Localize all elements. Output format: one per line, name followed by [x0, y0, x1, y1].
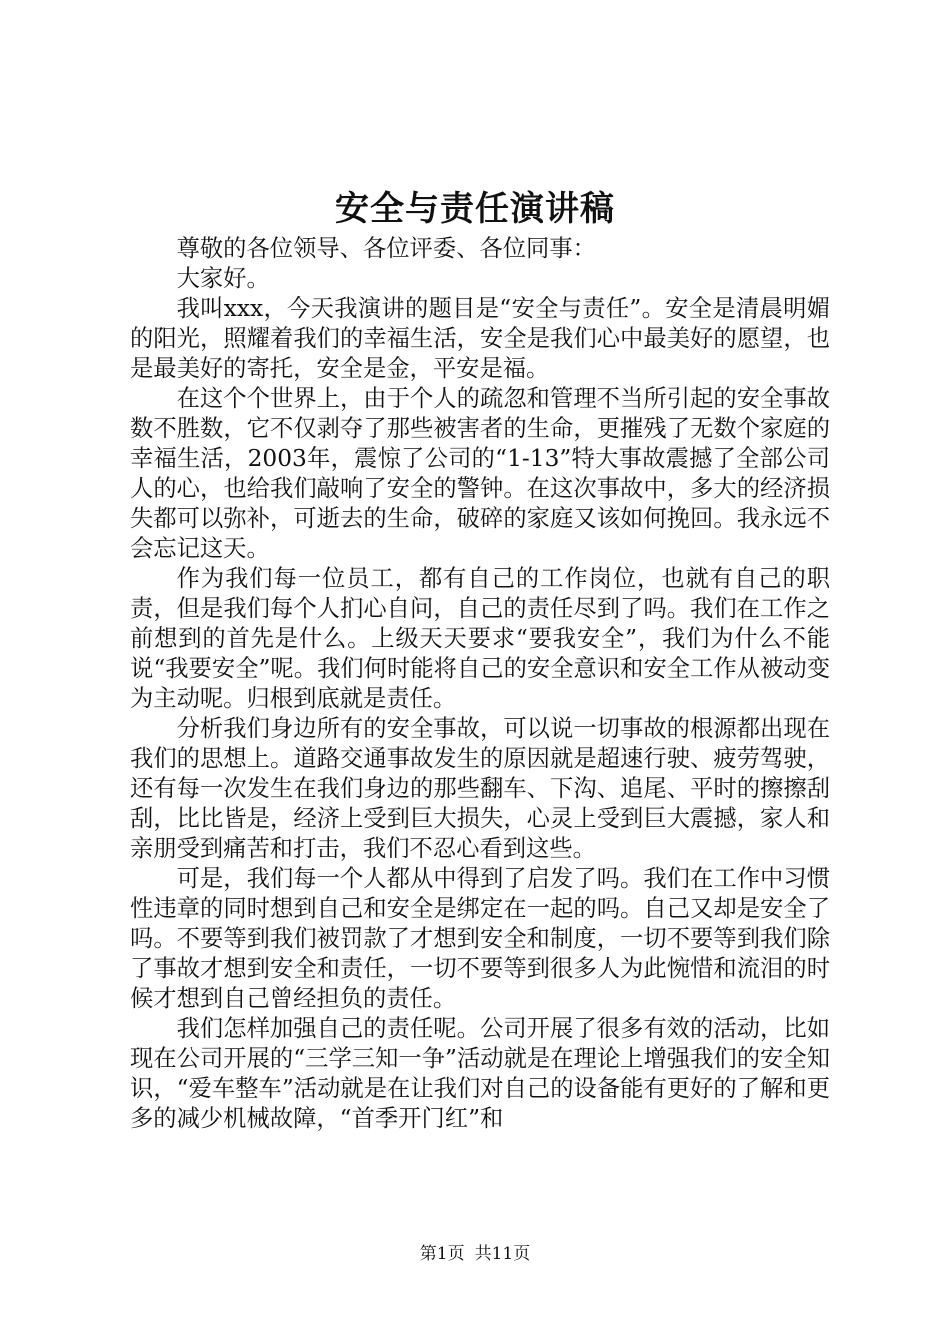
body-paragraph: 分析我们身边所有的安全事故，可以说一切事故的根源都出现在我们的思想上。道路交通事故发生的原因就是超速行驶、疲劳驾驶，还有每一次发生在我们身边的那些翻车、下沟、追尾、平时的擦擦刮刮，比比皆是，经济上受到巨大损失，心灵上受到巨大震撼，家人和亲朋受到痛苦和打击，我们不忍心看到这些。 — [130, 715, 830, 862]
page-total: 共11页 — [474, 1244, 531, 1264]
body-paragraph: 我叫xxx，今天我演讲的题目是“安全与责任”。安全是清晨明媚的阳光，照耀着我们的幸福生活，安全是我们心中最美好的愿望，也是最美好的寄托，安全是金，平安是福。 — [130, 295, 830, 382]
body-paragraph: 可是，我们每一个人都从中得到了启发了吗。我们在工作中习惯性违章的同时想到自己和安全是绑定在一起的吗。自己又却是安全了吗。不要等到我们被罚款了才想到安全和制度，一切不要等到我们除了事故才想到安全和责任，一切不要等到很多人为此惋惜和流泪的时候才想到自己曾经担负的责任。 — [130, 865, 830, 1012]
document-body — [130, 234, 830, 1134]
body-paragraph: 在这个个世界上，由于个人的疏忽和管理不当所引起的安全事故数不胜数，它不仅剥夺了那些被害者的生命，更摧残了无数个家庭的幸福生活，2003年，震惊了公司的“1-13”特大事故震撼了全部公司人的心，也给我们敲响了安全的警钟。在这次事故中，多大的经济损失都可以弥补，可逝去的生命，破碎的家庭又该如何挽回。我永远不会忘记这天。 — [130, 385, 830, 562]
salutation-paragraph: 尊敬的各位领导、各位评委、各位同事： — [176, 235, 596, 262]
document-title: 安全与责任演讲稿 — [335, 189, 615, 229]
body-paragraph: 作为我们每一位员工，都有自己的工作岗位，也就有自己的职责，但是我们每个人扪心自问，自己的责任尽到了吗。我们在工作之前想到的首先是什么。上级天天要求“要我安全”，我们为什么不能说“我要安全”呢。我们何时能将自己的安全意识和安全工作从被动变为主动呢。归根到底就是责任。 — [130, 565, 830, 712]
body-paragraph: 我们怎样加强自己的责任呢。公司开展了很多有效的活动，比如现在公司开展的“三学三知一争”活动就是在理论上增强我们的安全知识，“爱车整车”活动就是在让我们对自己的设备能有更好的了解和更多的减少机械故障，“首季开门红”和 — [130, 1015, 830, 1132]
page-number: 第1页 — [419, 1244, 465, 1264]
greeting-paragraph: 大家好。 — [176, 265, 270, 292]
page-footer — [0, 1242, 950, 1266]
